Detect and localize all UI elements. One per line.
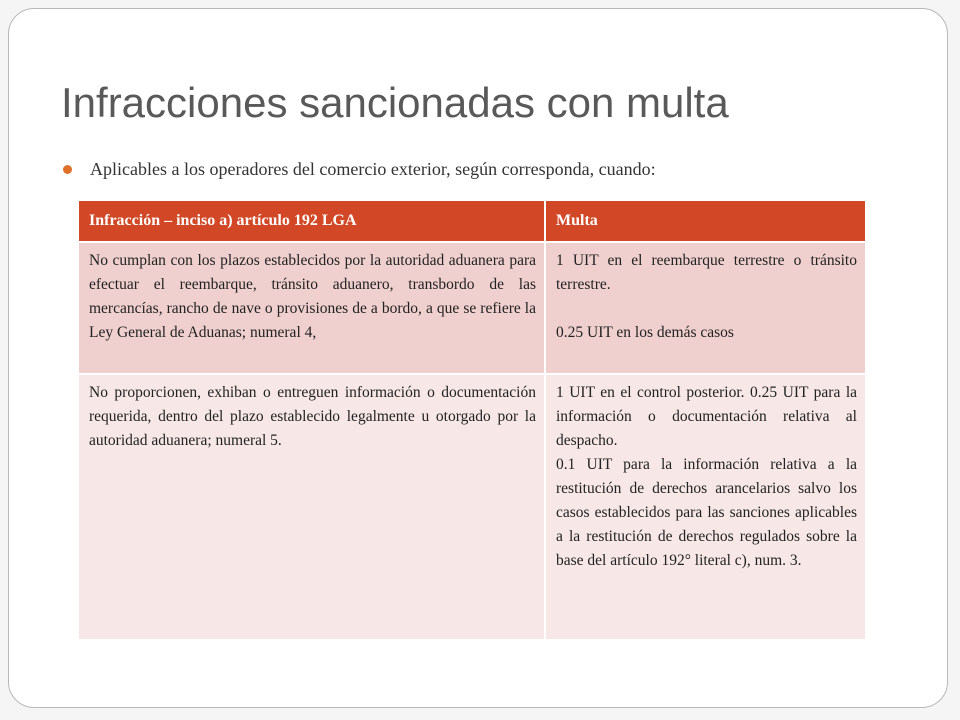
fines-table bbox=[79, 201, 865, 639]
infraction-text: No cumplan con los plazos establecidos por la autoridad aduanera para efectuar el reembarque, tránsito aduanero, transbordo de las mercancías, rancho de nave o provisiones de a bordo, a que se refiere la Ley General de Aduanas; numeral 4, bbox=[89, 252, 536, 341]
fine-cell bbox=[545, 242, 865, 374]
infraction-text: No proporcionen, exhiban o entreguen información o documentación requerida, dentro del plazo establecido legalmente u otorgado por la autoridad aduanera; numeral 5. bbox=[89, 384, 536, 449]
table-row bbox=[79, 374, 865, 639]
bullet-dot-icon bbox=[63, 165, 72, 174]
fine-text: 0.1 UIT para la información relativa a la restitución de derechos arancelarios salvo los casos establecidos para las sanciones aplicables a la restitución de derechos regulados sobre la base del artículo 192° literal c), num. 3. bbox=[556, 456, 857, 569]
slide-title: Infracciones sancionadas con multa bbox=[61, 79, 729, 126]
fine-text: 0.25 UIT en los demás casos bbox=[556, 324, 734, 341]
bullet-text: Aplicables a los operadores del comercio exterior, según corresponda, cuando: bbox=[90, 159, 656, 179]
infraction-cell bbox=[79, 374, 545, 639]
header-infraction: Infracción – inciso a) artículo 192 LGA bbox=[79, 201, 545, 242]
fine-text: 1 UIT en el reembarque terrestre o tránsito terrestre. bbox=[556, 252, 857, 293]
bullet-item bbox=[63, 159, 656, 180]
fine-text: 1 UIT en el control posterior. 0.25 UIT para la información o documentación relativa al despacho. bbox=[556, 384, 857, 449]
infraction-cell bbox=[79, 242, 545, 374]
header-fine: Multa bbox=[545, 201, 865, 242]
fine-cell bbox=[545, 374, 865, 639]
table-row bbox=[79, 242, 865, 374]
table-header-row bbox=[79, 201, 865, 242]
